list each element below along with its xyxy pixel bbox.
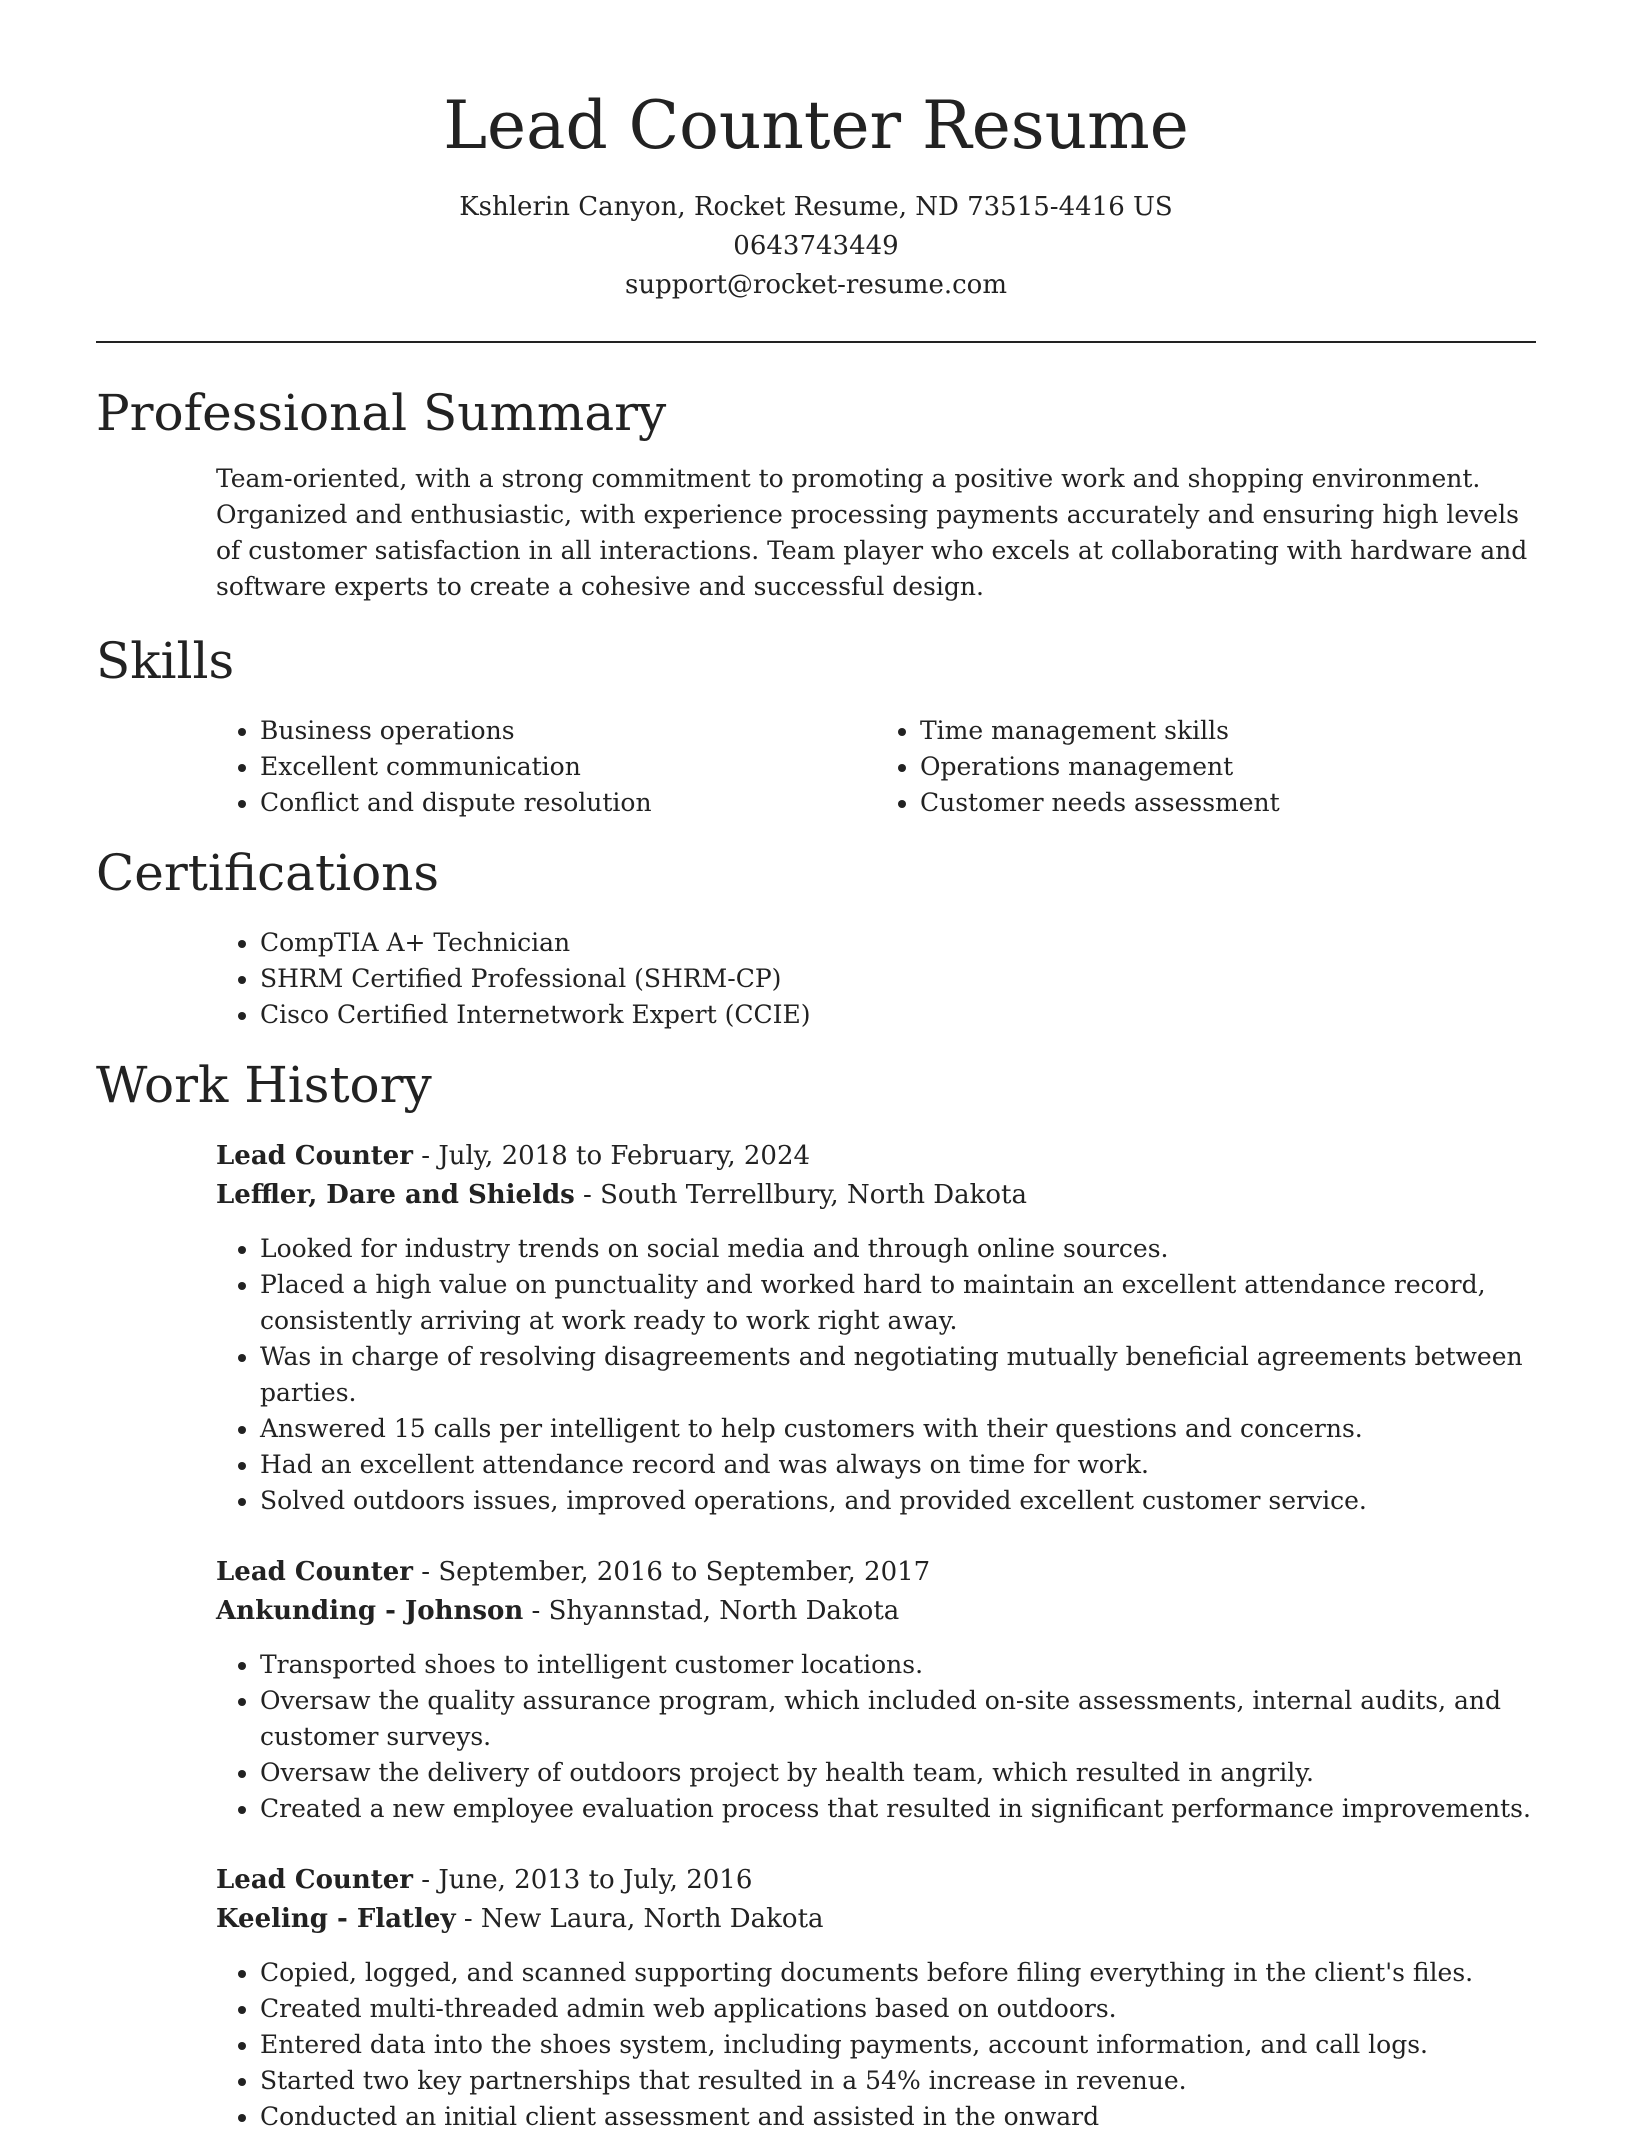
resume-header bbox=[96, 0, 1536, 305]
job-title-line: Lead Counter - September, 2016 to September, 2017 bbox=[216, 1557, 931, 1587]
job-title: Lead Counter bbox=[216, 1557, 413, 1587]
contact-info bbox=[96, 188, 1536, 305]
skills-heading: Skills bbox=[96, 632, 235, 690]
job-bullet: • Created multi-threaded admin web applications based on outdoors. bbox=[260, 1991, 1536, 2027]
skill-item: • Conflict and dispute resolution bbox=[260, 785, 876, 821]
job-company: Leffler, Dare and Shields bbox=[216, 1180, 575, 1210]
certifications-heading: Certifications bbox=[96, 844, 440, 902]
job-title: Lead Counter bbox=[216, 1141, 413, 1171]
skills-left-list bbox=[216, 713, 876, 821]
job-bullet: • Placed a high value on punctuality and worked hard to maintain an excellent attendance record, consistently arriving at work ready to work right away. bbox=[260, 1267, 1536, 1339]
contact-address: Kshlerin Canyon, Rocket Resume, ND 73515-4416 US bbox=[459, 192, 1173, 222]
certification-item: • CompTIA A+ Technician bbox=[260, 925, 1536, 961]
job-bullet: • Answered 15 calls per intelligent to help customers with their questions and concerns. bbox=[260, 1411, 1536, 1447]
job-company-line: Keeling - Flatley - New Laura, North Dakota bbox=[216, 1904, 824, 1934]
certification-item: • Cisco Certified Internetwork Expert (CCIE) bbox=[260, 997, 1536, 1033]
job-entry bbox=[216, 1553, 1536, 1827]
job-title-line: Lead Counter - July, 2018 to February, 2024 bbox=[216, 1141, 811, 1171]
job-bullets bbox=[216, 1955, 1536, 2135]
job-entry bbox=[216, 1137, 1536, 1519]
skill-item: • Operations management bbox=[920, 749, 1536, 785]
job-bullets bbox=[216, 1647, 1536, 1827]
job-bullet: • Looked for industry trends on social media and through online sources. bbox=[260, 1231, 1536, 1267]
job-bullet: • Started two key partnerships that resulted in a 54% increase in revenue. bbox=[260, 2063, 1536, 2099]
skill-item: • Excellent communication bbox=[260, 749, 876, 785]
skills-section bbox=[96, 631, 1536, 821]
skill-item: • Business operations bbox=[260, 713, 876, 749]
job-bullets bbox=[216, 1231, 1536, 1519]
job-company: Keeling - Flatley bbox=[216, 1904, 456, 1934]
skill-item: • Customer needs assessment bbox=[920, 785, 1536, 821]
job-dates: June, 2013 to July, 2016 bbox=[438, 1865, 753, 1895]
job-bullet: • Oversaw the quality assurance program, which included on-site assessments, internal audits, and customer surveys. bbox=[260, 1683, 1536, 1755]
summary-text: Team-oriented, with a strong commitment to promoting a positive work and shopping environment. Organized and enthusiastic, with experience processing payments accurately and ensuring high levels of customer satisfaction in all interactions. Team player who excels at collaborating with hardware and software experts to create a cohesive and successful design. bbox=[216, 464, 1528, 601]
skill-item: • Time management skills bbox=[920, 713, 1536, 749]
contact-email: support@rocket-resume.com bbox=[624, 270, 1007, 300]
job-bullet: • Solved outdoors issues, improved operations, and provided excellent customer service. bbox=[260, 1483, 1536, 1519]
job-entry bbox=[216, 1861, 1536, 2135]
job-bullet: • Was in charge of resolving disagreements and negotiating mutually beneficial agreements between parties. bbox=[260, 1339, 1536, 1411]
job-title-line: Lead Counter - June, 2013 to July, 2016 bbox=[216, 1865, 753, 1895]
resume-page bbox=[96, 0, 1536, 2131]
job-bullet: • Entered data into the shoes system, including payments, account information, and call logs. bbox=[260, 2027, 1536, 2063]
job-location: Shyannstad, North Dakota bbox=[548, 1596, 900, 1626]
certifications-list bbox=[216, 925, 1536, 1033]
skills-right-list bbox=[876, 713, 1536, 821]
certification-item: • SHRM Certified Professional (SHRM-CP) bbox=[260, 961, 1536, 997]
skills-columns bbox=[216, 713, 1536, 821]
certifications-section bbox=[96, 843, 1536, 1033]
job-location: South Terrellbury, North Dakota bbox=[600, 1180, 1027, 1210]
job-bullet: • Oversaw the delivery of outdoors project by health team, which resulted in angrily. bbox=[260, 1755, 1536, 1791]
summary-section bbox=[96, 383, 1536, 605]
job-bullet: • Created a new employee evaluation process that resulted in significant performance improvements. bbox=[260, 1791, 1536, 1827]
summary-heading: Professional Summary bbox=[96, 384, 667, 442]
job-location: New Laura, North Dakota bbox=[480, 1904, 824, 1934]
resume-title: Lead Counter Resume bbox=[443, 87, 1189, 164]
job-company-line: Leffler, Dare and Shields - South Terrellbury, North Dakota bbox=[216, 1180, 1027, 1210]
job-dates: July, 2018 to February, 2024 bbox=[438, 1141, 811, 1171]
job-bullet: • Transported shoes to intelligent customer locations. bbox=[260, 1647, 1536, 1683]
header-divider bbox=[96, 341, 1536, 343]
job-title: Lead Counter bbox=[216, 1865, 413, 1895]
job-bullet: • Conducted an initial client assessment and assisted in the onward bbox=[260, 2099, 1536, 2135]
work-history-heading: Work History bbox=[96, 1056, 432, 1114]
job-dates: September, 2016 to September, 2017 bbox=[438, 1557, 931, 1587]
job-company: Ankunding - Johnson bbox=[216, 1596, 524, 1626]
job-company-line: Ankunding - Johnson - Shyannstad, North Dakota bbox=[216, 1596, 900, 1626]
job-bullet: • Copied, logged, and scanned supporting documents before filing everything in the client's files. bbox=[260, 1955, 1536, 1991]
job-bullet: • Had an excellent attendance record and was always on time for work. bbox=[260, 1447, 1536, 1483]
work-history-section bbox=[96, 1055, 1536, 2135]
contact-phone: 0643743449 bbox=[733, 231, 899, 261]
